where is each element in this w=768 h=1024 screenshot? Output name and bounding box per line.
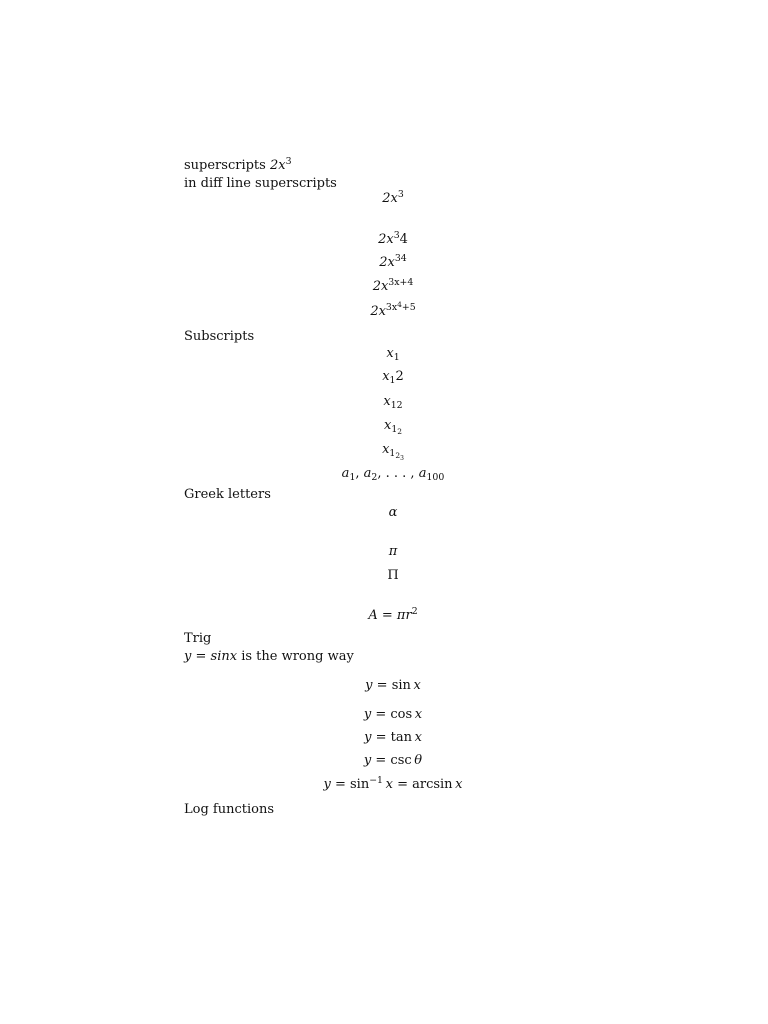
- eq-term: a: [341, 466, 350, 481]
- eq-subscript: 1: [391, 423, 398, 435]
- eq-nested-exponent: 4: [397, 299, 402, 309]
- eq-function: sin: [350, 777, 370, 792]
- equation-sub-2: [0, 369, 768, 386]
- eq-function: cos: [390, 707, 413, 722]
- eq-subscript: 1: [349, 471, 356, 483]
- eq-lhs: A: [368, 608, 378, 623]
- equation-sin: [0, 679, 768, 692]
- eq-after: 4: [399, 232, 408, 247]
- eq-equals: =: [371, 753, 391, 768]
- wrong-way-note: is the wrong way: [237, 649, 354, 664]
- eq-expr: sinx: [210, 649, 238, 664]
- eq-subscript: 100: [426, 471, 445, 483]
- equation-sub-5: [0, 442, 768, 462]
- eq-base: 2x: [370, 304, 386, 319]
- equation-sub-3: [0, 394, 768, 411]
- eq-base: x: [386, 346, 394, 361]
- log-heading: Log functions: [184, 802, 275, 817]
- eq-y: y: [323, 777, 331, 792]
- equation-sup-4: [0, 277, 768, 294]
- equation-sup-2: [0, 230, 768, 247]
- eq-base: 2x: [372, 279, 389, 294]
- trig-wrong-way: [184, 650, 354, 663]
- equation-sub-1: [0, 346, 768, 363]
- equation-area: [0, 606, 768, 623]
- eq-base: x: [382, 369, 390, 384]
- eq-exponent: −1: [369, 775, 383, 787]
- heading-exponent: 3: [285, 156, 292, 168]
- eq-arg: x: [413, 678, 421, 693]
- equation-sub-6: [0, 466, 768, 483]
- eq-arg: θ: [414, 753, 423, 768]
- eq-base: x: [382, 442, 390, 457]
- eq-exponent-tail: +5: [401, 302, 416, 314]
- eq-r: r: [405, 608, 412, 623]
- eq-y: y: [365, 678, 373, 693]
- eq-function: csc: [390, 753, 412, 768]
- eq-equals: =: [372, 678, 392, 693]
- eq-nested-subscript: 2: [397, 427, 403, 437]
- equation-sup-1: [0, 189, 768, 206]
- eq-subscript: 1: [393, 351, 400, 363]
- eq-after: 2: [395, 369, 404, 384]
- eq-equals: =: [330, 777, 350, 792]
- eq-function: sin: [391, 678, 411, 693]
- eq-subscript: 1: [389, 374, 396, 386]
- eq-base: 2x: [378, 232, 394, 247]
- equation-sup-5: [0, 299, 768, 319]
- eq-base: x: [383, 418, 392, 433]
- eq-pi: π: [396, 608, 406, 623]
- equation-tan: [0, 731, 768, 744]
- eq-subscript: 2: [371, 471, 378, 483]
- trig-heading: Trig: [184, 631, 212, 646]
- subscripts-heading: Subscripts: [184, 329, 255, 344]
- greek-heading: Greek letters: [184, 487, 271, 502]
- diff-line-label: in diff line superscripts: [184, 176, 337, 191]
- eq-equals: =: [371, 707, 391, 722]
- eq-separator: ,: [355, 466, 364, 481]
- equation-sub-4: [0, 418, 768, 437]
- eq-ellipsis: , . . . ,: [377, 466, 419, 481]
- eq-exponent: 2: [411, 606, 418, 618]
- eq-function: tan: [390, 730, 412, 745]
- eq-arg: x: [385, 777, 393, 792]
- eq-exponent: 3: [397, 189, 404, 201]
- eq-y: y: [363, 707, 372, 722]
- eq-arg: x: [414, 707, 423, 722]
- eq-nested-subscript: 2: [395, 451, 401, 461]
- equation-sup-3: [0, 253, 768, 270]
- eq-term: a: [363, 466, 372, 481]
- eq-base: x: [383, 394, 391, 409]
- eq-y: y: [184, 649, 192, 664]
- equation-arcsin: [0, 775, 768, 792]
- eq-equals: =: [392, 777, 413, 792]
- eq-equals: =: [191, 649, 211, 664]
- eq-y: y: [364, 730, 372, 745]
- eq-nested-subscript-2: 3: [400, 454, 404, 462]
- equation-capital-pi: Π: [387, 568, 399, 583]
- eq-subscript: 12: [390, 399, 403, 411]
- equation-alpha: α: [388, 505, 398, 520]
- eq-y: y: [363, 753, 372, 768]
- eq-exponent: 34: [394, 253, 407, 265]
- eq-equals: =: [371, 730, 391, 745]
- eq-term: a: [418, 466, 427, 481]
- equation-pi: π: [388, 544, 398, 559]
- eq-equals: =: [377, 608, 397, 623]
- superscripts-heading-text: superscripts: [184, 158, 266, 173]
- superscripts-heading: [184, 156, 292, 173]
- equation-csc: [0, 754, 768, 767]
- eq-exponent: 3x: [385, 302, 398, 314]
- eq-exponent: 3x+4: [388, 277, 414, 289]
- heading-base: 2x: [269, 158, 286, 173]
- eq-base: 2x: [382, 191, 398, 206]
- eq-base: 2x: [379, 255, 395, 270]
- equation-cos: [0, 708, 768, 721]
- eq-exponent: 3: [393, 230, 400, 242]
- eq-subscript: 1: [389, 447, 396, 459]
- eq-function: arcsin: [412, 777, 453, 792]
- eq-arg: x: [455, 777, 463, 792]
- eq-arg: x: [414, 730, 422, 745]
